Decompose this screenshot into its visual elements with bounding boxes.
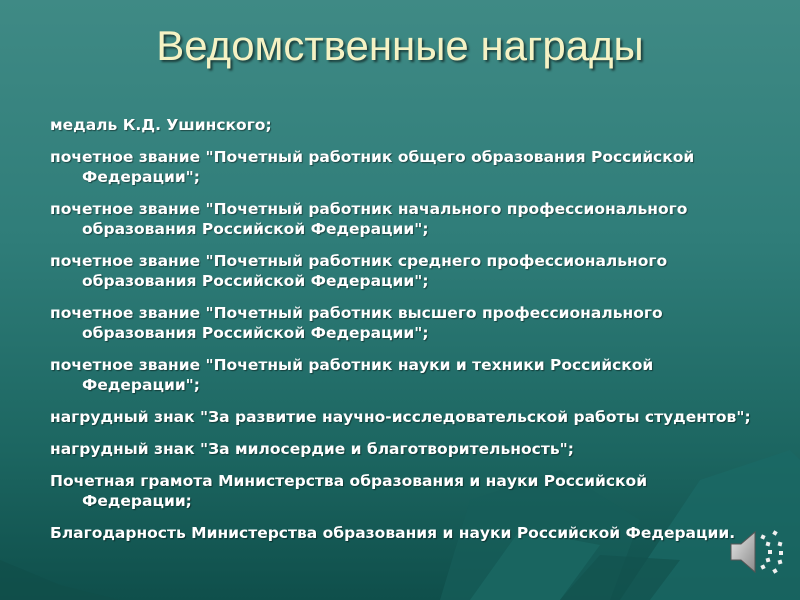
list-item: Благодарность Министерства образования и науки Российской Федерации. <box>50 524 736 542</box>
speaker-icon[interactable] <box>725 522 785 582</box>
list-item: почетное звание "Почетный работник общего образования Российской Федерации"; <box>50 148 695 186</box>
awards-list <box>50 115 760 555</box>
list-item: нагрудный знак "За развитие научно-исследовательской работы студентов"; <box>50 408 751 426</box>
list-item: нагрудный знак "За милосердие и благотворительность"; <box>50 440 574 458</box>
list-item: почетное звание "Почетный работник среднего профессионального образования Российской Федерации"; <box>50 252 668 290</box>
list-item: почетное звание "Почетный работник высшего профессионального образования Российской Федерации"; <box>50 304 663 342</box>
list-item: Почетная грамота Министерства образования и науки Российской Федерации; <box>50 472 648 510</box>
list-item: медаль К.Д. Ушинского; <box>50 116 272 134</box>
list-item: почетное звание "Почетный работник начального профессионального образования Российской Федерации"; <box>50 200 688 238</box>
list-item: почетное звание "Почетный работник науки и техники Российской Федерации"; <box>50 356 654 394</box>
slide-title: Ведомственные награды <box>156 22 644 69</box>
